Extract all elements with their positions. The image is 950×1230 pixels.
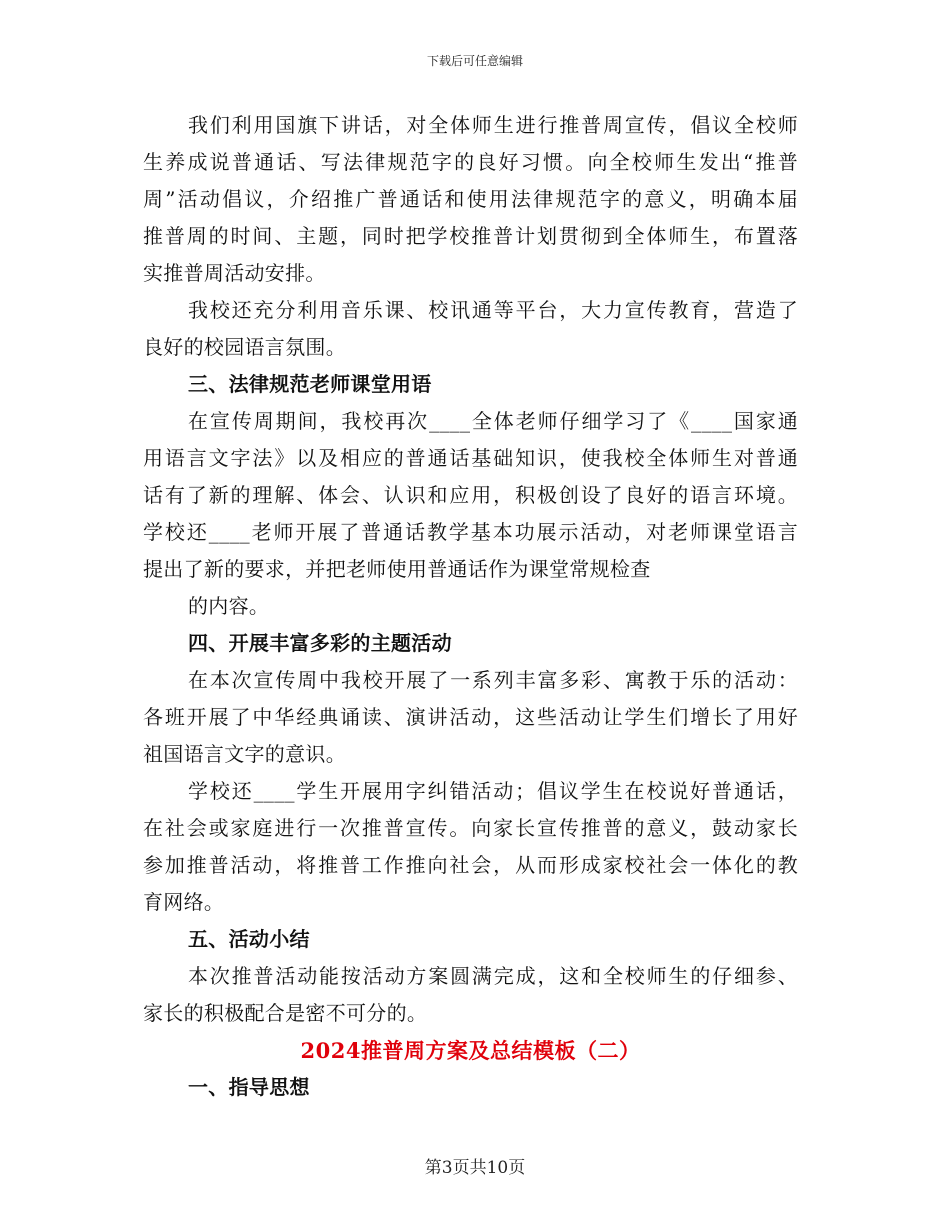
page-header: 下载后可任意编辑 — [426, 54, 523, 68]
paragraph-line: 学校还____学生开展用字纠错活动；倡议学生在校说好普通话， — [188, 779, 798, 803]
paragraph-line: 祖国语言文字的意识。 — [143, 742, 346, 766]
section-heading: 三、法律规范老师课堂用语 — [188, 372, 432, 396]
paragraph-line: 学校还____老师开展了普通话教学基本功展示活动，对老师课堂语言 — [143, 520, 798, 544]
paragraph-line: 我们利用国旗下讲话，对全体师生进行推普周宣传，倡议全校师 — [188, 113, 798, 137]
paragraph-line: 育网络。 — [143, 890, 225, 914]
document-body — [143, 107, 798, 1106]
page-number: 第3页共10页 — [424, 1158, 526, 1178]
paragraph-line: 参加推普活动，将推普工作推向社会，从而形成家校社会一体化的教 — [143, 853, 798, 877]
paragraph-line: 实推普周活动安排。 — [143, 261, 326, 285]
paragraph-line: 家长的积极配合是密不可分的。 — [143, 1001, 428, 1025]
paragraph-line: 推普周的时间、主题，同时把学校推普计划贯彻到全体师生，布置落 — [143, 224, 798, 248]
paragraph-line: 各班开展了中华经典诵读、演讲活动，这些活动让学生们增长了用好 — [143, 705, 798, 729]
paragraph-line: 生养成说普通话、写法律规范字的良好习惯。向全校师生发出“推普 — [143, 150, 798, 174]
paragraph-line: 在宣传周期间，我校再次____全体老师仔细学习了《____国家通 — [188, 409, 798, 433]
paragraph-line: 在社会或家庭进行一次推普宣传。向家长宣传推普的意义，鼓动家长 — [143, 816, 798, 840]
section-heading: 五、活动小结 — [188, 927, 310, 951]
paragraph-line: 本次推普活动能按活动方案圆满完成，这和全校师生的仔细参、 — [188, 964, 798, 988]
paragraph-line: 我校还充分利用音乐课、校讯通等平台，大力宣传教育，营造了 — [188, 298, 798, 322]
paragraph-line: 提出了新的要求，并把老师使用普通话作为课堂常规检查 — [143, 557, 651, 581]
section-heading: 一、指导思想 — [188, 1075, 310, 1099]
paragraph-line: 用语言文字法》以及相应的普通话基础知识，使我校全体师生对普通 — [143, 446, 798, 470]
document-title: 2024推普周方案及总结模板（二） — [300, 1038, 641, 1063]
paragraph-line: 良好的校园语言氛围。 — [143, 335, 346, 359]
paragraph-line: 话有了新的理解、体会、认识和应用，积极创设了良好的语言环境。 — [143, 483, 798, 507]
paragraph-line: 在本次宣传周中我校开展了一系列丰富多彩、寓教于乐的活动： — [188, 668, 798, 692]
paragraph-line: 周”活动倡议，介绍推广普通话和使用法律规范字的意义，明确本届 — [143, 187, 798, 211]
section-heading: 四、开展丰富多彩的主题活动 — [188, 631, 452, 655]
paragraph-line: 的内容。 — [188, 594, 270, 618]
